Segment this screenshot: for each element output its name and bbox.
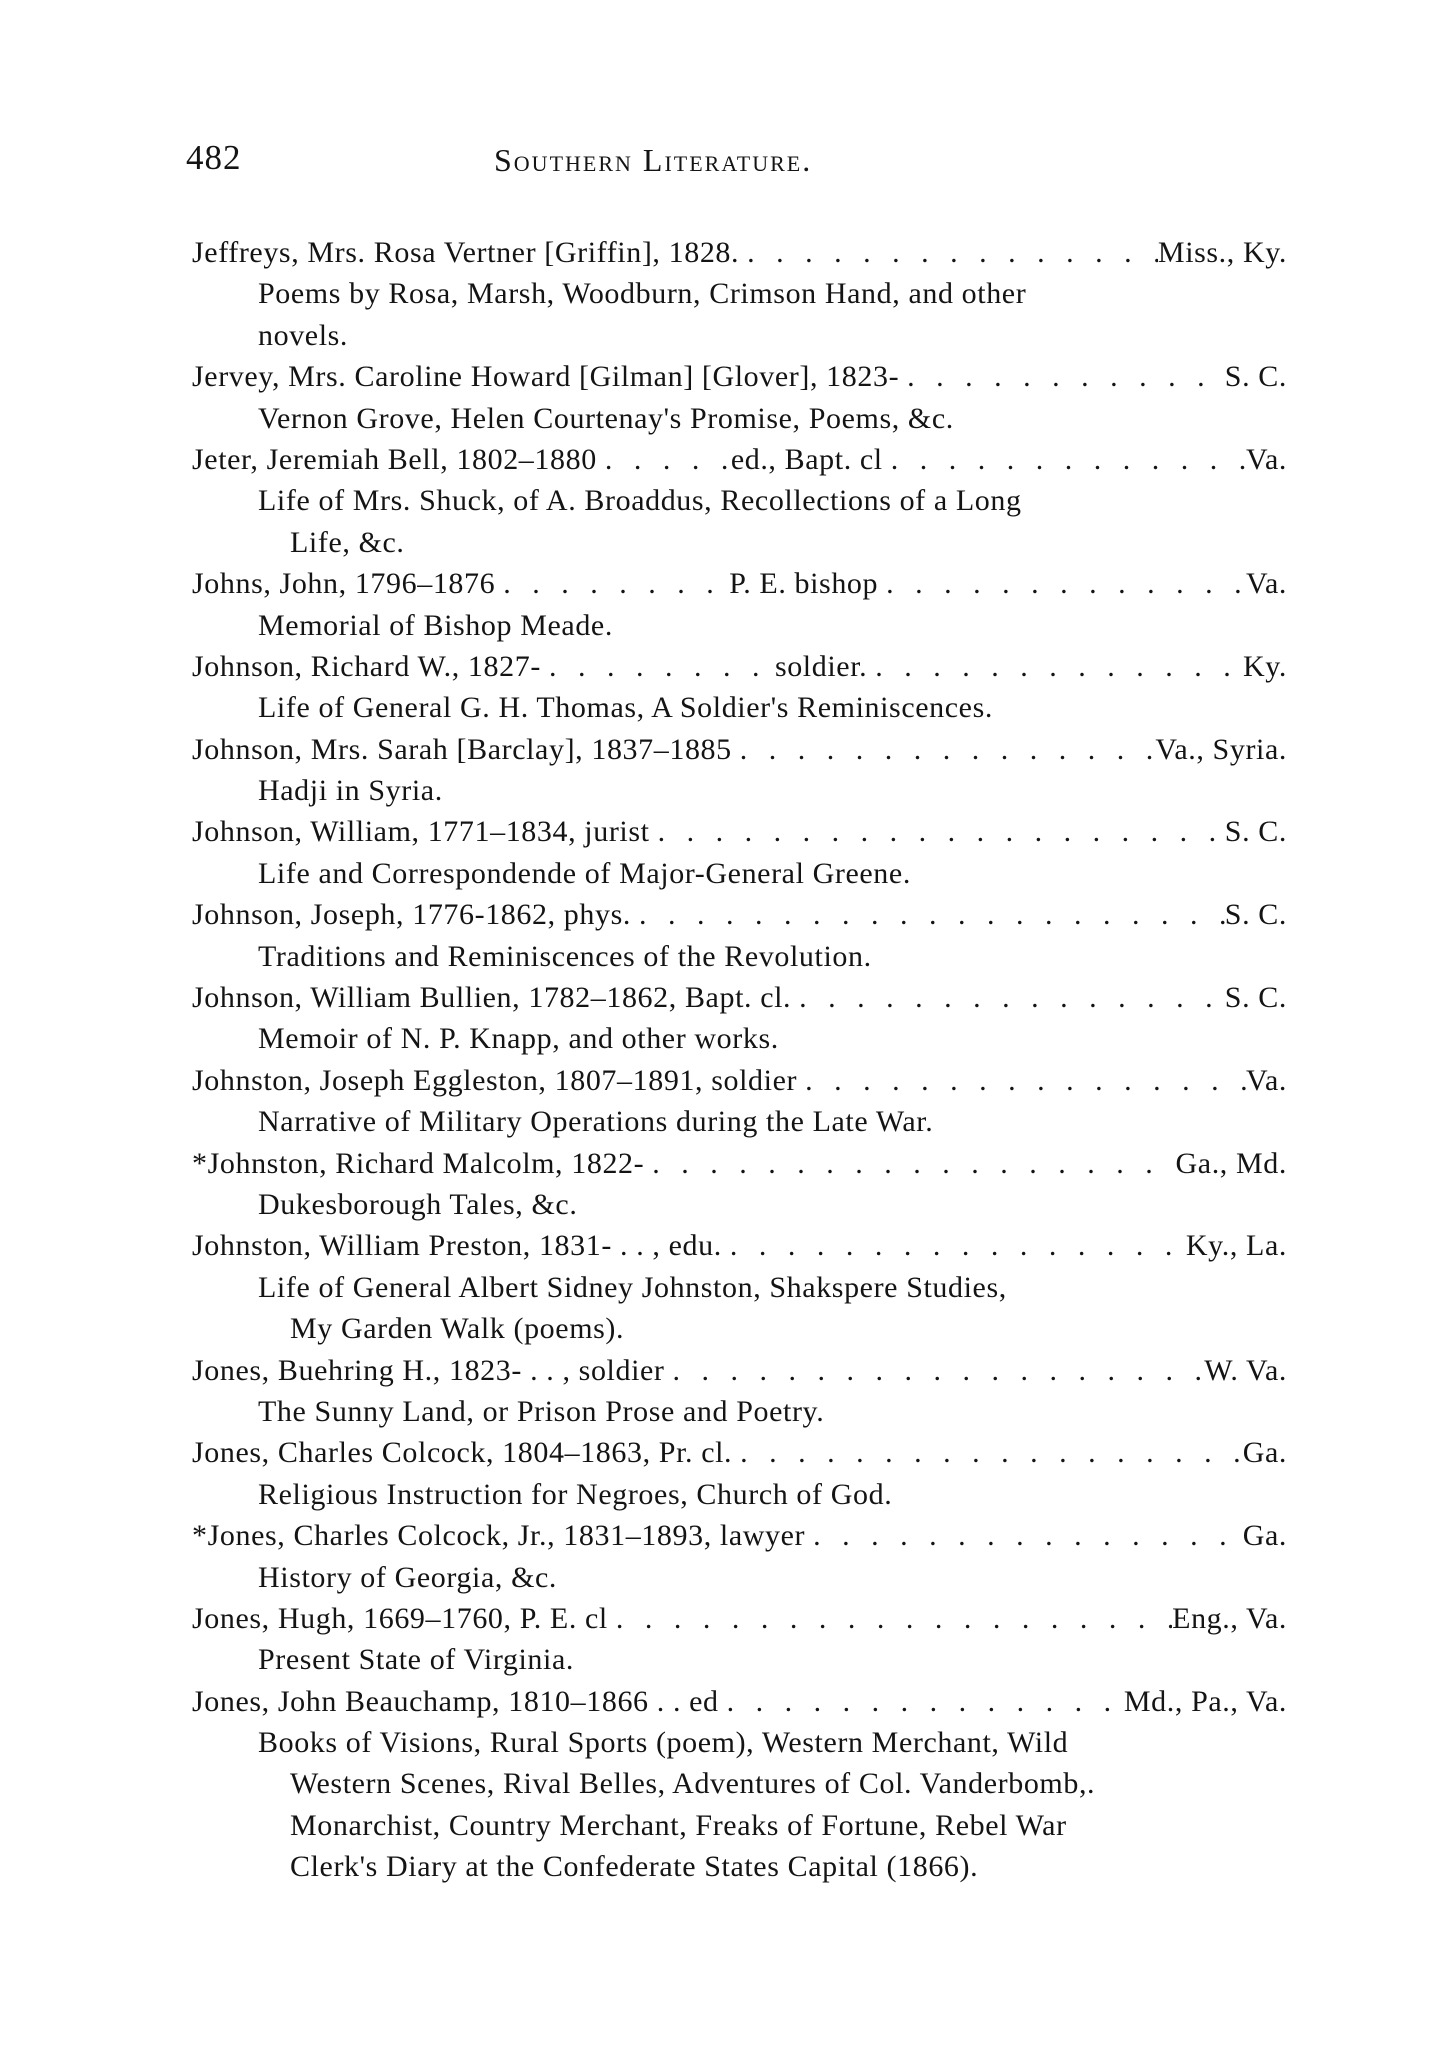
author-name: Johnson, Joseph, 1776-1862, phys. — [192, 898, 631, 932]
author-entry — [192, 1436, 1287, 1519]
entry-heading — [192, 236, 1287, 277]
works-line: Hadji in Syria. — [258, 774, 443, 808]
entry-heading — [192, 360, 1287, 401]
author-entry — [192, 236, 1287, 360]
entry-heading — [192, 1602, 1287, 1643]
author-entry — [192, 1685, 1287, 1892]
leader-dots — [722, 1229, 1186, 1263]
author-place: Eng., Va. — [1172, 1601, 1287, 1635]
entry-heading — [192, 898, 1287, 939]
works-line: History of Georgia, &c. — [258, 1560, 558, 1594]
leader-dots — [739, 236, 1158, 270]
entry-heading — [192, 815, 1287, 856]
author-entry — [192, 898, 1287, 981]
author-name: *Jones, Charles Colcock, Jr., 1831–1893, lawyer — [192, 1519, 806, 1553]
leader-dots — [899, 360, 1225, 394]
works-line: Monarchist, Country Merchant, Freaks of Fortune, Rebel War — [290, 1808, 1067, 1842]
author-entries — [192, 236, 1287, 1892]
author-occupation: soldier. — [774, 649, 868, 683]
author-place: Ky., La. — [1185, 1229, 1287, 1263]
entry-heading — [192, 1354, 1287, 1395]
author-entry — [192, 1602, 1287, 1685]
leader-dots — [732, 1436, 1243, 1470]
author-entry — [192, 360, 1287, 443]
works-line: Western Scenes, Rival Belles, Adventures of Col. Vanderbomb,. — [290, 1767, 1096, 1801]
entry-heading — [192, 567, 1287, 608]
author-occupation: P. E. bishop — [729, 567, 879, 601]
author-entry — [192, 733, 1287, 816]
author-place: Ga. — [1242, 1519, 1287, 1553]
author-name: Johnson, William, 1771–1834, jurist — [192, 815, 650, 849]
author-place: S. C. — [1224, 360, 1287, 394]
author-entry — [192, 815, 1287, 898]
entry-heading — [192, 1229, 1287, 1270]
leader-dots — [665, 1354, 1205, 1388]
page-header — [186, 138, 1286, 198]
entry-heading — [192, 650, 1287, 691]
leader-dots — [597, 443, 731, 477]
leader-dots — [495, 567, 729, 601]
entry-heading — [192, 1064, 1287, 1105]
works-line: Vernon Grove, Helen Courtenay's Promise, Poems, &c. — [258, 401, 954, 435]
works-line: Present State of Virginia. — [258, 1643, 574, 1677]
works-line: Memoir of N. P. Knapp, and other works. — [258, 1022, 779, 1056]
works-line: Poems by Rosa, Marsh, Woodburn, Crimson Hand, and other — [258, 277, 1027, 311]
author-name: *Johnston, Richard Malcolm, 1822- — [192, 1146, 645, 1180]
author-name: Johnson, Mrs. Sarah [Barclay], 1837–1885 — [192, 732, 732, 766]
author-name: Jones, Buehring H., 1823- . . , soldier — [192, 1353, 665, 1387]
running-title: Southern Literature. — [494, 142, 813, 178]
author-entry — [192, 981, 1287, 1064]
leader-dots — [541, 650, 775, 684]
author-entry — [192, 1519, 1287, 1602]
works-line: My Garden Walk (poems). — [290, 1312, 625, 1346]
author-place: Va. — [1246, 442, 1287, 476]
author-name: Jones, Charles Colcock, 1804–1863, Pr. cl. — [192, 1436, 733, 1470]
entry-heading — [192, 443, 1287, 484]
author-name: Johnson, Richard W., 1827- — [192, 649, 541, 683]
author-entry — [192, 567, 1287, 650]
author-entry — [192, 1229, 1287, 1353]
author-name: Jeffreys, Mrs. Rosa Vertner [Griffin], 1828. — [192, 236, 740, 269]
entry-heading — [192, 1436, 1287, 1477]
leader-dots — [867, 650, 1243, 684]
entry-heading — [192, 733, 1287, 774]
author-name: Johns, John, 1796–1876 — [192, 567, 496, 601]
author-place: S. C. — [1224, 898, 1287, 932]
author-place: Miss., Ky. — [1157, 236, 1287, 269]
leader-dots — [805, 1519, 1243, 1553]
author-name: Jeter, Jeremiah Bell, 1802–1880 — [192, 442, 597, 476]
author-place: Ky. — [1242, 649, 1287, 683]
author-place: Va., Syria. — [1155, 732, 1287, 766]
leader-dots — [732, 733, 1156, 767]
works-line: Memorial of Bishop Meade. — [258, 608, 613, 642]
works-line: The Sunny Land, or Prison Prose and Poetry. — [258, 1394, 825, 1428]
works-line: Religious Instruction for Negroes, Church of God. — [258, 1477, 893, 1511]
leader-dots — [719, 1685, 1124, 1719]
author-entry — [192, 1147, 1287, 1230]
works-line: Dukesborough Tales, &c. — [258, 1187, 578, 1221]
works-line: Traditions and Reminiscences of the Revolution. — [258, 939, 872, 973]
leader-dots — [878, 567, 1246, 601]
author-entry — [192, 1064, 1287, 1147]
works-line: Clerk's Diary at the Confederate States Capital (1866). — [290, 1850, 979, 1884]
author-entry — [192, 1354, 1287, 1437]
works-line: Life of General Albert Sidney Johnston, Shakspere Studies, — [258, 1270, 1007, 1304]
works-line: Narrative of Military Operations during the Late War. — [258, 1105, 934, 1139]
leader-dots — [631, 898, 1225, 932]
leader-dots — [644, 1147, 1175, 1181]
author-place: Ga. — [1242, 1436, 1287, 1470]
author-entry — [192, 443, 1287, 567]
entry-heading — [192, 1147, 1287, 1188]
leader-dots — [608, 1602, 1172, 1636]
author-place: Va. — [1246, 1063, 1287, 1097]
leader-dots — [883, 443, 1246, 477]
author-place: S. C. — [1224, 815, 1287, 849]
author-occupation: ed., Bapt. cl — [730, 442, 883, 476]
leader-dots — [797, 1064, 1246, 1098]
page-number: 482 — [186, 138, 242, 177]
entry-heading — [192, 981, 1287, 1022]
works-line: Life, &c. — [290, 525, 405, 559]
works-line: novels. — [258, 318, 349, 352]
author-place: Va. — [1246, 567, 1287, 601]
works-line: Life of General G. H. Thomas, A Soldier's Reminiscences. — [258, 691, 993, 725]
author-name: Johnston, Joseph Eggleston, 1807–1891, soldier — [192, 1063, 798, 1097]
works-line: Books of Visions, Rural Sports (poem), Western Merchant, Wild — [258, 1726, 1069, 1760]
entry-heading — [192, 1519, 1287, 1560]
author-name: Jones, John Beauchamp, 1810–1866 . . ed — [192, 1684, 719, 1718]
works-line: Life and Correspondende of Major-General Greene. — [258, 856, 911, 890]
author-place: S. C. — [1224, 981, 1287, 1015]
author-name: Johnston, William Preston, 1831- . . , edu. — [192, 1229, 722, 1263]
leader-dots — [650, 815, 1225, 849]
author-place: Ga., Md. — [1175, 1146, 1287, 1180]
works-line: Life of Mrs. Shuck, of A. Broaddus, Recollections of a Long — [258, 484, 1022, 518]
author-entry — [192, 650, 1287, 733]
author-name: Johnson, William Bullien, 1782–1862, Bapt. cl. — [192, 981, 792, 1015]
author-place: Md., Pa., Va. — [1123, 1684, 1287, 1718]
author-place: W. Va. — [1204, 1353, 1287, 1387]
author-name: Jones, Hugh, 1669–1760, P. E. cl — [192, 1601, 608, 1635]
entry-heading — [192, 1685, 1287, 1726]
author-name: Jervey, Mrs. Caroline Howard [Gilman] [Glover], 1823- — [192, 360, 900, 394]
leader-dots — [791, 981, 1225, 1015]
